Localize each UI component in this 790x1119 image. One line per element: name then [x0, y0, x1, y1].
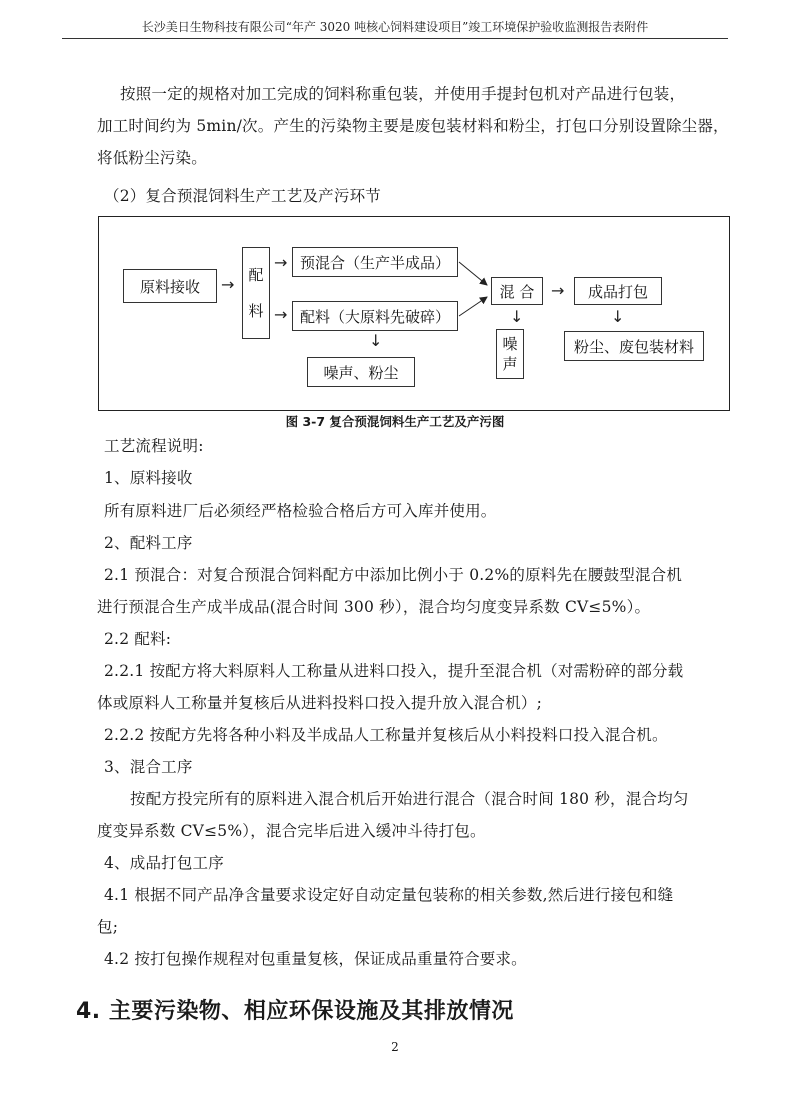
step-text: 4.2 按打包操作规程对包重量复核，保证成品重量符合要求。 [104, 950, 527, 968]
noise-box [496, 329, 524, 379]
batch-material-box: 配料（大原料先破碎） [292, 301, 458, 331]
paragraph-line: 加工时间约为 5min/次。产生的污染物主要是废包装材料和粉尘，打包口分别设置除尘器， [97, 117, 729, 135]
paragraph-line: 按照一定的规格对加工完成的饲料称重包装，并使用手提封包机对产品进行包装， [120, 85, 686, 103]
process-flow-diagram [98, 216, 730, 411]
step-text: 体或原料人工称量并复核后从进料投料口投入提升放入混合机）; [97, 694, 543, 712]
header-rule [62, 38, 728, 39]
pack-box: 成品打包 [574, 277, 662, 305]
mixing-box: 混 合 [491, 277, 543, 305]
step-text: 所有原料进厂后必须经严格检验合格后方可入库并使用。 [104, 502, 497, 520]
noise-dust-box: 噪声、粉尘 [307, 357, 415, 387]
converge-arrows [99, 217, 729, 410]
noise-char: 噪 [502, 335, 518, 353]
step-text: 进行预混合生产成半成品(混合时间 300 秒），混合均匀度变异系数 CV≤5%）。 [97, 598, 651, 616]
page-number: 2 [391, 1040, 399, 1054]
figure-caption: 图 3-7 复合预混饲料生产工艺及产污图 [285, 414, 505, 429]
step-text: 包; [97, 918, 119, 936]
dust-waste-box: 粉尘、废包装材料 [564, 331, 704, 361]
paragraph-line: 将低粉尘污染。 [97, 149, 207, 167]
step-text: 4.1 根据不同产品净含量要求设定好自动定量包装称的相关参数,然后进行接包和缝 [104, 886, 674, 904]
arrow-right-icon: → [221, 275, 235, 294]
arrow-down-icon: ↓ [369, 331, 383, 350]
step-text: 2.2.2 按配方先将各种小料及半成品人工称量并复核后从小料投料口投入混合机。 [104, 726, 668, 744]
page-header: 长沙美日生物科技有限公司“年产 3020 吨核心饲料建设项目”竣工环境保护验收监测报告表附件 [141, 20, 649, 34]
arrow-down-icon: ↓ [611, 307, 625, 326]
step-heading: 4、成品打包工序 [104, 854, 224, 872]
step-text: 按配方投完所有的原料进入混合机后开始进行混合（混合时间 180 秒，混合均匀 [130, 790, 689, 808]
arrow-right-icon: → [274, 305, 288, 324]
arrow-down-icon: ↓ [510, 307, 524, 326]
process-title: 工艺流程说明: [104, 437, 204, 455]
raw-receive-box: 原料接收 [123, 269, 217, 303]
section-title: 4. 主要污染物、相应环保设施及其排放情况 [76, 999, 514, 1024]
arrow-right-icon: → [274, 253, 288, 272]
batching-char: 料 [248, 302, 264, 320]
premix-box: 预混合（生产半成品） [292, 247, 458, 277]
step-heading: 1、原料接收 [104, 469, 193, 487]
noise-char: 声 [502, 355, 518, 373]
step-heading: 2.2 配料: [104, 630, 172, 648]
step-heading: 3、混合工序 [104, 758, 193, 776]
batching-char: 配 [248, 266, 264, 284]
step-text: 2.2.1 按配方将大料原料人工称量从进料口投入，提升至混合机（对需粉碎的部分载 [104, 662, 684, 680]
subheading: （2）复合预混饲料生产工艺及产污环节 [104, 187, 381, 205]
step-text: 2.1 预混合：对复合预混合饲料配方中添加比例小于 0.2%的原料先在腰鼓型混合机 [104, 566, 683, 584]
step-heading: 2、配料工序 [104, 534, 193, 552]
arrow-right-icon: → [551, 281, 565, 300]
step-text: 度变异系数 CV≤5%），混合完毕后进入缓冲斗待打包。 [97, 822, 486, 840]
